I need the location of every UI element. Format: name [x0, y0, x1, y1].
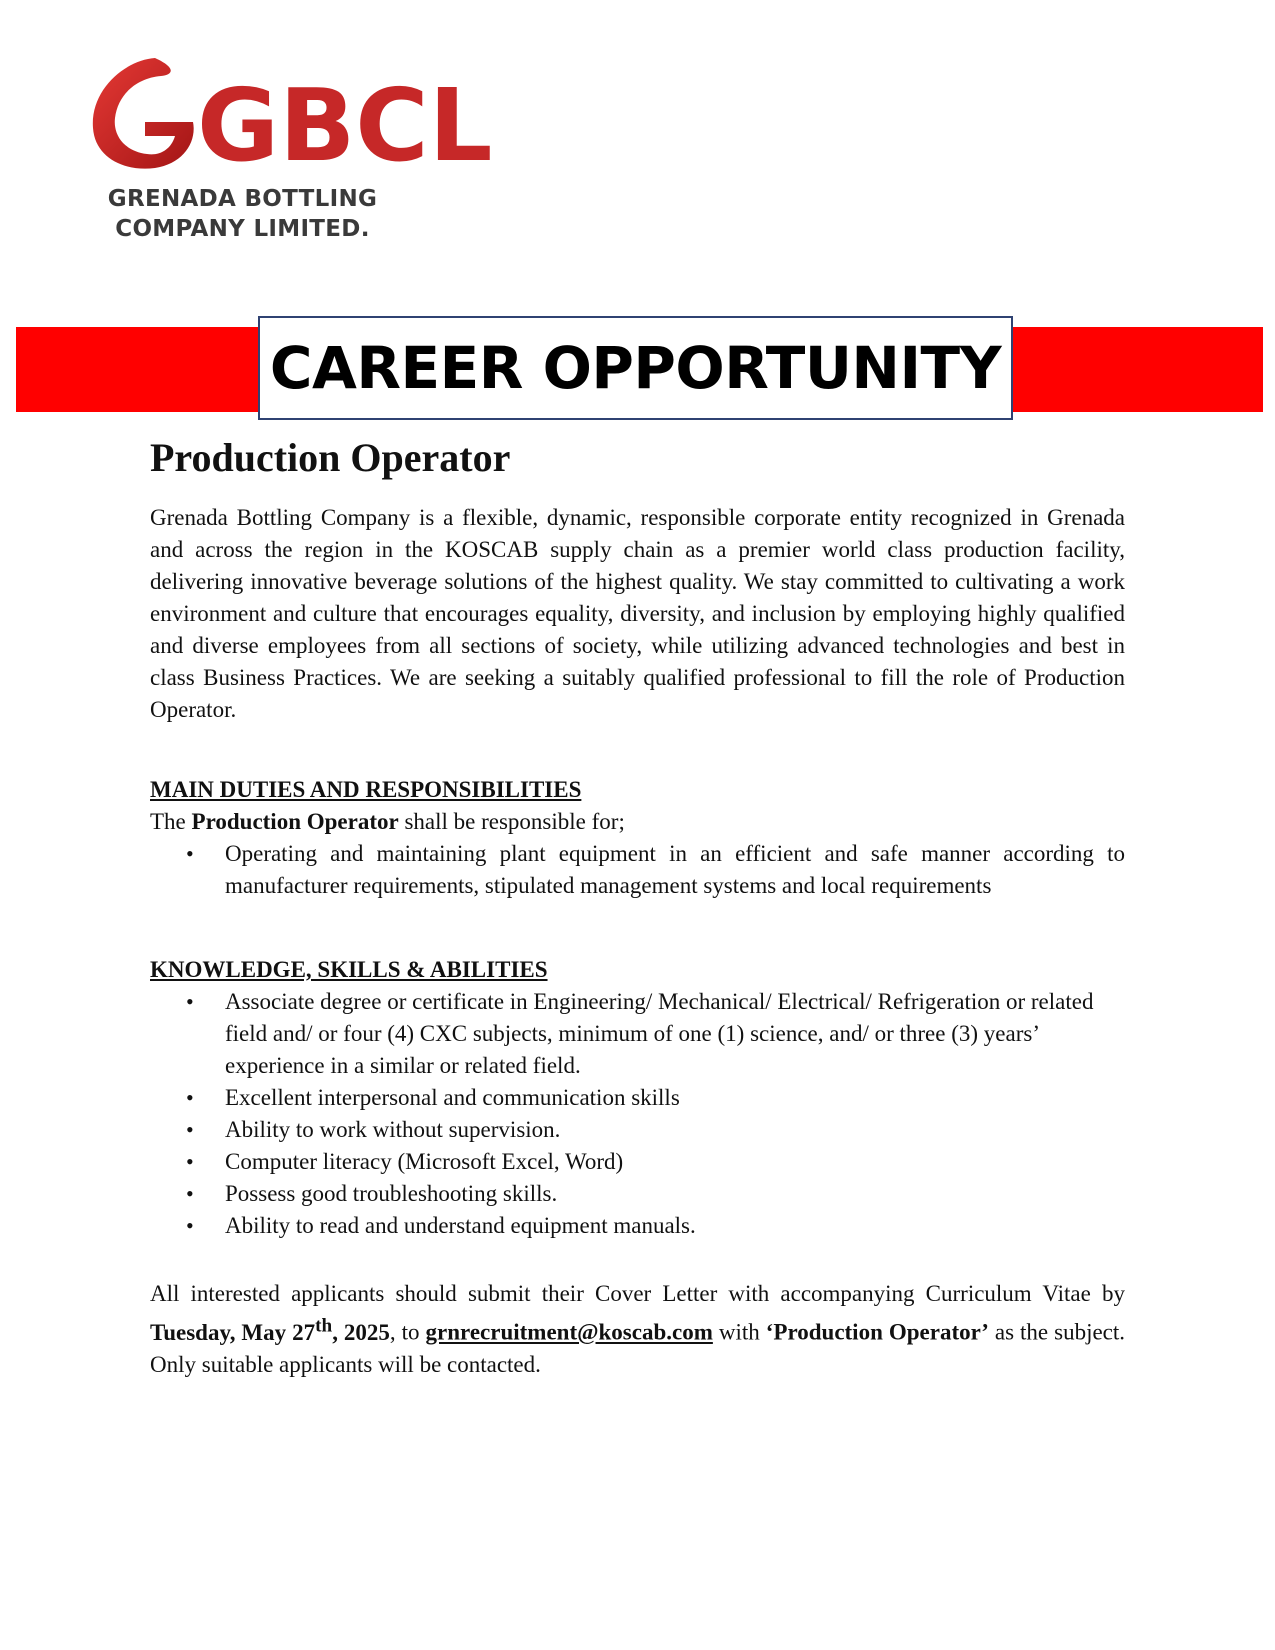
list-item: • Computer literacy (Microsoft Excel, Word) — [150, 1146, 1125, 1178]
logo-mark-text: GBCL — [197, 67, 493, 184]
intro-paragraph: Grenada Bottling Company is a flexible, dynamic, responsible corporate entity recognized in Grenada and across the region in the KOSCAB supply chain as a premier world class production facility, delivering innovative beverage solutions of the highest quality. We stay committed to cultivating a work environment and culture that encourages equality, diversity, and inclusion by employing highly qualified and diverse employees from all sections of society, while utilizing advanced technologies and best in class Business Practices. We are seeking a suitably qualified professional to fill the role of Production Operator. — [150, 505, 1125, 722]
duties-lead-role: Production Operator — [191, 809, 399, 834]
list-item: • Operating and maintaining plant equipment in an efficient and safe manner according to manufacturer requirements, stipulated management systems and local requirements — [150, 838, 1125, 902]
company-logo — [85, 50, 493, 250]
deadline: Tuesday, May 27th, 2025 — [150, 1315, 390, 1345]
gbcl-logo-mark — [85, 50, 493, 184]
bullet-icon: • — [186, 1149, 194, 1174]
list-item: • Possess good troubleshooting skills. — [150, 1178, 1125, 1210]
bullet-icon: • — [186, 1213, 194, 1238]
logo-name-line1: GRENADA BOTTLING — [107, 186, 378, 212]
duties-lead: The Production Operator shall be responsible for; — [150, 809, 625, 834]
list-item: • Ability to read and understand equipment manuals. — [150, 1210, 1125, 1242]
application-instructions: All interested applicants should submit their Cover Letter with accompanying Curriculum Vitae by Tuesday, May 27th, 2025, to grnrecruitment@koscab.com with ‘Production Operator’ as the subject. Only suitable applicants will be contacted. — [150, 1281, 1126, 1377]
job-posting — [150, 432, 1125, 1381]
bullet-icon: • — [186, 1117, 194, 1142]
g-swirl-icon — [93, 58, 194, 169]
recruitment-email-link[interactable]: grnrecruitment@koscab.com — [425, 1319, 713, 1345]
bullet-icon: • — [186, 1085, 194, 1110]
bullet-icon: • — [186, 1181, 194, 1206]
logo-name-line2: COMPANY LIMITED. — [115, 216, 370, 242]
list-item: • Ability to work without supervision. — [150, 1114, 1125, 1146]
bullet-icon: • — [186, 841, 194, 866]
job-title: Production Operator — [150, 435, 511, 480]
duties-list — [150, 838, 1125, 902]
list-item: • Associate degree or certificate in Engineering/ Mechanical/ Electrical/ Refrigeration or related field and/ or four (4) CXC subjects, minimum of one (1) science, and/ or three (3) years’ experience in a similar or related field. — [150, 986, 1125, 1082]
banner-box — [258, 316, 1013, 420]
banner-title: CAREER OPPORTUNITY — [269, 334, 1002, 402]
skills-list — [150, 986, 1125, 1242]
email-subject: ‘Production Operator’ — [765, 1319, 989, 1345]
duties-heading: MAIN DUTIES AND RESPONSIBILITIES — [150, 777, 582, 802]
bullet-icon: • — [186, 989, 194, 1014]
list-item: • Excellent interpersonal and communication skills — [150, 1082, 1125, 1114]
skills-heading: KNOWLEDGE, SKILLS & ABILITIES — [150, 957, 548, 982]
